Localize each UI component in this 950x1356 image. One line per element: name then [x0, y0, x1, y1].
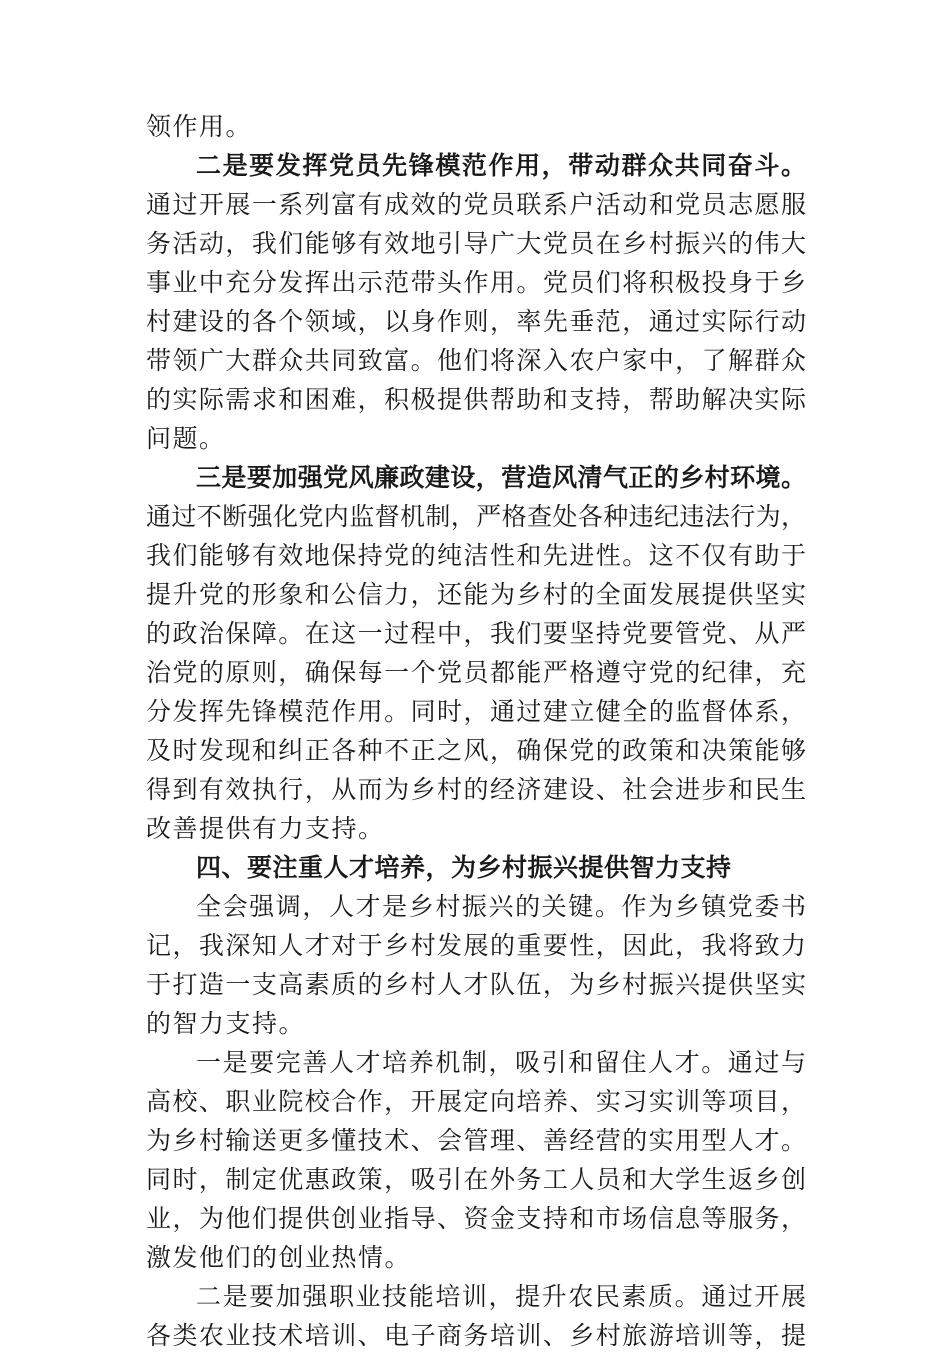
text-line: 领作用。	[146, 112, 253, 141]
text-line: 的实际需求和困难，积极提供帮助和支持，帮助解决实际	[146, 385, 806, 414]
text-line: 于打造一支高素质的乡村人才队伍，为乡村振兴提供坚实	[146, 970, 806, 999]
text-line: 高校、职业院校合作，开展定向培养、实习实训等项目，	[146, 1087, 806, 1116]
text-line: 的政治保障。在这一过程中，我们要坚持党要管党、从严	[146, 619, 806, 648]
text-line: 激发他们的创业热情。	[146, 1243, 412, 1272]
paragraph-lead-bold: 三是要加强党风廉政建设，营造风清气正的乡村环境。	[196, 463, 806, 492]
text-line: 通过不断强化党内监督机制，严格查处各种违纪违法行为，	[146, 502, 806, 531]
text-line: 同时，制定优惠政策，吸引在外务工人员和大学生返乡创	[146, 1165, 806, 1194]
text-line: 为乡村输送更多懂技术、会管理、善经营的实用型人才。	[146, 1126, 806, 1155]
text-line: 一是要完善人才培养机制，吸引和留住人才。通过与	[196, 1048, 806, 1077]
text-line: 及时发现和纠正各种不正之风，确保党的政策和决策能够	[146, 736, 806, 765]
paragraph-lead-bold: 二是要发挥党员先锋模范作用，带动群众共同奋斗。	[196, 151, 806, 180]
text-line: 问题。	[146, 424, 226, 453]
text-line: 二是要加强职业技能培训，提升农民素质。通过开展	[196, 1282, 806, 1311]
text-line: 的智力支持。	[146, 1009, 306, 1038]
text-line: 全会强调，人才是乡村振兴的关键。作为乡镇党委书	[196, 892, 806, 921]
text-line: 提升党的形象和公信力，还能为乡村的全面发展提供坚实	[146, 580, 806, 609]
text-line: 村建设的各个领域，以身作则，率先垂范，通过实际行动	[146, 307, 806, 336]
text-line: 我们能够有效地保持党的纯洁性和先进性。这不仅有助于	[146, 541, 806, 570]
text-line: 改善提供有力支持。	[146, 814, 385, 843]
text-line: 业，为他们提供创业指导、资金支持和市场信息等服务，	[146, 1204, 806, 1233]
text-line: 得到有效执行，从而为乡村的经济建设、社会进步和民生	[146, 775, 806, 804]
text-line: 事业中充分发挥出示范带头作用。党员们将积极投身于乡	[146, 268, 806, 297]
text-line: 各类农业技术培训、电子商务培训、乡村旅游培训等，提	[146, 1321, 806, 1350]
text-line: 带领广大群众共同致富。他们将深入农户家中，了解群众	[146, 346, 806, 375]
text-line: 务活动，我们能够有效地引导广大党员在乡村振兴的伟大	[146, 229, 806, 258]
text-line: 分发挥先锋模范作用。同时，通过建立健全的监督体系，	[146, 697, 806, 726]
text-line: 记，我深知人才对于乡村发展的重要性，因此，我将致力	[146, 931, 806, 960]
section-heading: 四、要注重人才培养，为乡村振兴提供智力支持	[196, 853, 732, 882]
text-line: 治党的原则，确保每一个党员都能严格遵守党的纪律，充	[146, 658, 806, 687]
text-line: 通过开展一系列富有成效的党员联系户活动和党员志愿服	[146, 190, 806, 219]
